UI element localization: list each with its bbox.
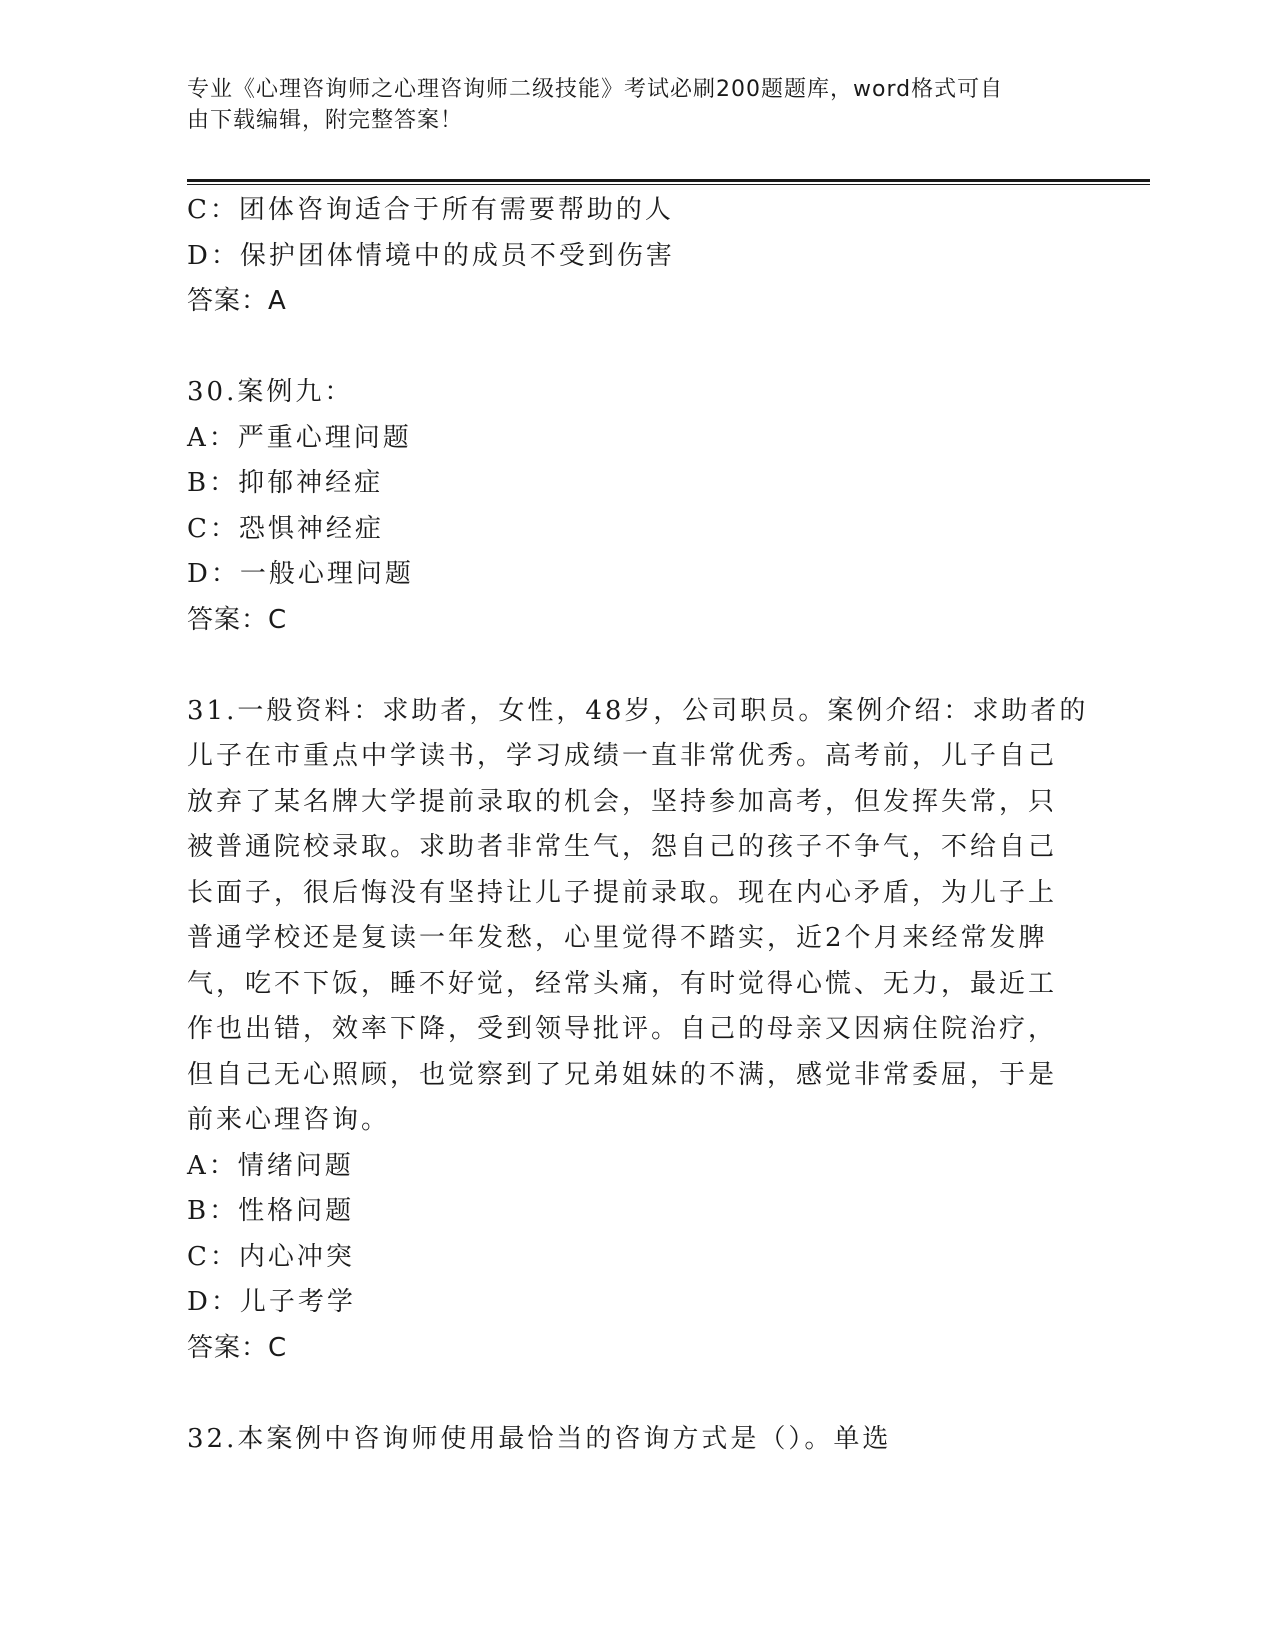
option-b: B：抑郁神经症	[187, 468, 384, 498]
stem-line: 气，吃不下饭，睡不好觉，经常头痛，有时觉得心慌、无力，最近工	[187, 968, 1058, 999]
stem-line: 31.一般资料：求助者，女性，48岁，公司职员。案例介绍：求助者的	[187, 695, 1089, 726]
stem-line: 长面子，很后悔没有坚持让儿子提前录取。现在内心矛盾，为儿子上	[187, 877, 1058, 908]
question-stem: 32.本案例中咨询师使用最恰当的咨询方式是（）。单选	[187, 1423, 892, 1454]
stem-line: 儿子在市重点中学读书，学习成绩一直非常优秀。高考前，儿子自己	[187, 741, 1058, 771]
answer: 答案：C	[187, 604, 288, 635]
stem-line: 普通学校还是复读一年发愁，心里觉得不踏实，近2个月来经常发脾	[187, 923, 1048, 953]
header-line-2: 由下载编辑，附完整答案！	[187, 108, 464, 133]
option-b: B：性格问题	[187, 1196, 355, 1226]
question-stem: 30.案例九：	[187, 377, 354, 407]
header-rule-thick	[187, 179, 1150, 182]
option-c: C：团体咨询适合于所有需要帮助的人	[187, 195, 674, 225]
spacer	[187, 643, 1087, 689]
header-rule-thin	[187, 184, 1150, 185]
header-line-1: 专业《心理咨询师之心理咨询师二级技能》考试必刷200题题库，word格式可自	[187, 77, 1004, 102]
stem-line: 但自己无心照顾，也觉察到了兄弟姐妹的不满，感觉非常委屈，于是	[187, 1059, 1058, 1090]
option-d: D：一般心理问题	[187, 559, 414, 589]
spacer	[187, 1371, 1087, 1417]
option-a: A：情绪问题	[187, 1150, 354, 1181]
option-d: D：儿子考学	[187, 1287, 356, 1317]
stem-line: 作也出错，效率下降，受到领导批评。自己的母亲又因病住院治疗，	[187, 1014, 1058, 1044]
spacer	[187, 325, 1087, 371]
question-31	[187, 689, 1087, 1372]
question-30	[187, 370, 1087, 643]
question-content	[187, 188, 1087, 1462]
question-stem	[187, 689, 1087, 1144]
stem-line: 放弃了某名牌大学提前录取的机会，坚持参加高考，但发挥失常，只	[187, 786, 1058, 817]
answer: 答案：C	[187, 1332, 288, 1363]
option-d: D：保护团体情境中的成员不受到伤害	[187, 240, 675, 271]
question-29-tail	[187, 188, 1087, 325]
stem-line: 被普通院校录取。求助者非常生气，怨自己的孩子不争气，不给自己	[187, 832, 1058, 862]
option-a: A：严重心理问题	[187, 422, 412, 453]
option-c: C：内心冲突	[187, 1241, 355, 1272]
page-header	[187, 74, 1067, 136]
answer: 答案：A	[187, 286, 287, 316]
stem-line: 前来心理咨询。	[187, 1105, 391, 1135]
question-32	[187, 1417, 1087, 1463]
option-c: C：恐惧神经症	[187, 513, 384, 544]
